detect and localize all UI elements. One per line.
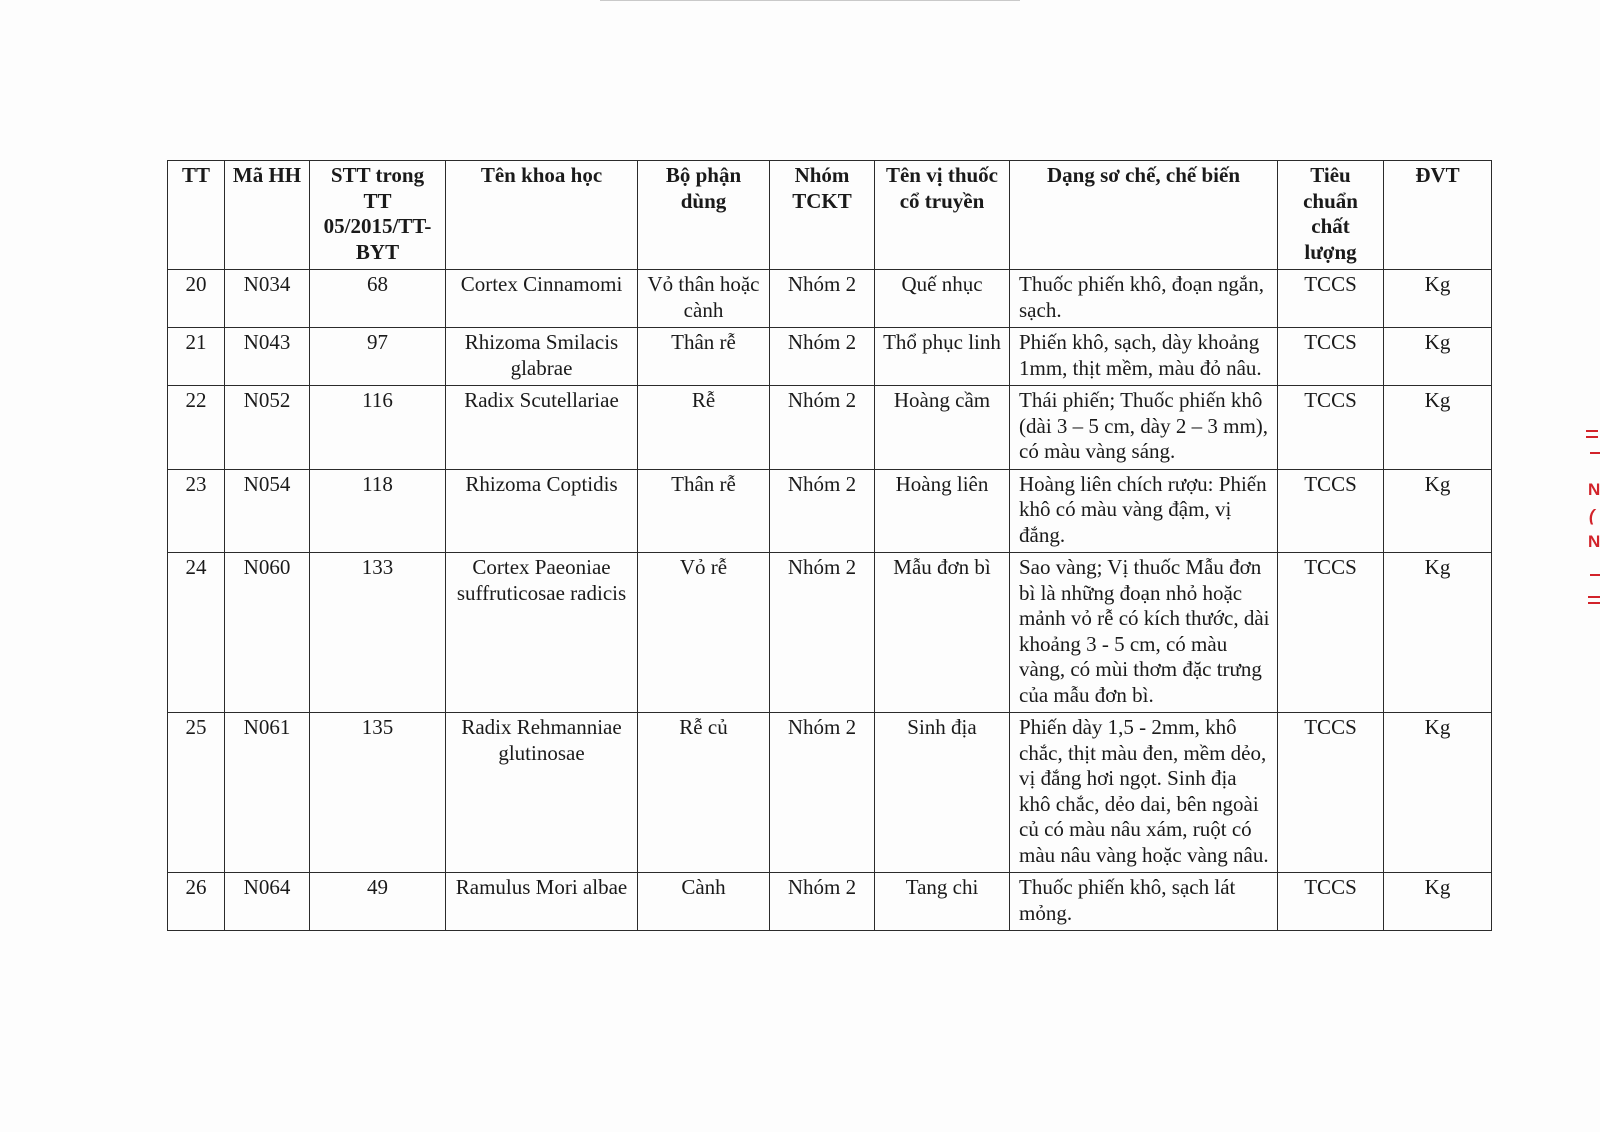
cell-stt: 118 bbox=[310, 469, 446, 553]
header-dvt: ĐVT bbox=[1384, 161, 1492, 270]
cell-tieu-chuan: TCCS bbox=[1278, 553, 1384, 713]
cell-ten-khoa-hoc: Ramulus Mori albae bbox=[446, 873, 638, 931]
cell-nhom: Nhóm 2 bbox=[770, 469, 875, 553]
cell-tt: 23 bbox=[168, 469, 225, 553]
cell-ma-hh: N060 bbox=[225, 553, 310, 713]
stamp-stroke bbox=[1590, 452, 1600, 454]
header-ten-vi-thuoc: Tên vị thuốc cổ truyền bbox=[875, 161, 1010, 270]
cell-bo-phan: Thân rễ bbox=[638, 328, 770, 386]
stamp-letter: N bbox=[1588, 480, 1600, 499]
header-stt-trong-tt: STT trong TT 05/2015/TT-BYT bbox=[310, 161, 446, 270]
table-row bbox=[168, 328, 1492, 386]
cell-ten-khoa-hoc: Radix Rehmanniae glutinosae bbox=[446, 713, 638, 873]
cell-ten-vi-thuoc: Tang chi bbox=[875, 873, 1010, 931]
stamp-stroke bbox=[1586, 436, 1598, 438]
cell-ma-hh: N052 bbox=[225, 386, 310, 470]
header-dang-so-che: Dạng sơ chế, chế biến bbox=[1010, 161, 1278, 270]
table-body bbox=[168, 270, 1492, 931]
cell-bo-phan: Vỏ thân hoặc cành bbox=[638, 270, 770, 328]
cell-ma-hh: N064 bbox=[225, 873, 310, 931]
cell-ten-vi-thuoc: Mẫu đơn bì bbox=[875, 553, 1010, 713]
cell-dvt: Kg bbox=[1384, 873, 1492, 931]
header-tt: TT bbox=[168, 161, 225, 270]
table-row bbox=[168, 873, 1492, 931]
cell-tt: 24 bbox=[168, 553, 225, 713]
cell-nhom: Nhóm 2 bbox=[770, 328, 875, 386]
stamp-stroke bbox=[1590, 574, 1600, 576]
cell-stt: 116 bbox=[310, 386, 446, 470]
cell-stt: 97 bbox=[310, 328, 446, 386]
scan-edge-line bbox=[600, 0, 1020, 1]
table-row bbox=[168, 713, 1492, 873]
cell-ten-vi-thuoc: Quế nhục bbox=[875, 270, 1010, 328]
stamp-letter: ( bbox=[1589, 506, 1595, 525]
cell-tt: 22 bbox=[168, 386, 225, 470]
table-row bbox=[168, 469, 1492, 553]
cell-nhom: Nhóm 2 bbox=[770, 386, 875, 470]
cell-ten-khoa-hoc: Cortex Paeoniae suffruticosae radicis bbox=[446, 553, 638, 713]
cell-dang-so-che: Sao vàng; Vị thuốc Mẫu đơn bì là những đoạn nhỏ hoặc mảnh vỏ rễ có kích thước, dài khoảng 3 - 5 cm, có màu vàng, có mùi thơm đặc trưng của mẫu đơn bì. bbox=[1010, 553, 1278, 713]
cell-dvt: Kg bbox=[1384, 386, 1492, 470]
cell-dang-so-che: Phiến dày 1,5 - 2mm, khô chắc, thịt màu đen, mềm dẻo, vị đắng hơi ngọt. Sinh địa khô chắc, dẻo dai, bên ngoài củ có màu nâu xám, ruột có màu nâu vàng hoặc vàng nâu. bbox=[1010, 713, 1278, 873]
cell-tieu-chuan: TCCS bbox=[1278, 270, 1384, 328]
cell-ten-khoa-hoc: Rhizoma Coptidis bbox=[446, 469, 638, 553]
cell-nhom: Nhóm 2 bbox=[770, 713, 875, 873]
header-tieu-chuan: Tiêu chuẩn chất lượng bbox=[1278, 161, 1384, 270]
header-ten-khoa-hoc: Tên khoa học bbox=[446, 161, 638, 270]
cell-nhom: Nhóm 2 bbox=[770, 873, 875, 931]
header-bo-phan-dung: Bộ phận dùng bbox=[638, 161, 770, 270]
cell-dang-so-che: Hoàng liên chích rượu: Phiến khô có màu vàng đậm, vị đắng. bbox=[1010, 469, 1278, 553]
cell-stt: 49 bbox=[310, 873, 446, 931]
stamp-stroke bbox=[1588, 602, 1600, 604]
cell-bo-phan: Rễ củ bbox=[638, 713, 770, 873]
cell-dang-so-che: Thuốc phiến khô, sạch lát mỏng. bbox=[1010, 873, 1278, 931]
cell-dang-so-che: Phiến khô, sạch, dày khoảng 1mm, thịt mềm, màu đỏ nâu. bbox=[1010, 328, 1278, 386]
cell-dang-so-che: Thái phiến; Thuốc phiến khô (dài 3 – 5 cm, dày 2 – 3 mm), có màu vàng sáng. bbox=[1010, 386, 1278, 470]
cell-dvt: Kg bbox=[1384, 270, 1492, 328]
cell-nhom: Nhóm 2 bbox=[770, 270, 875, 328]
cell-ten-khoa-hoc: Radix Scutellariae bbox=[446, 386, 638, 470]
cell-bo-phan: Vỏ rễ bbox=[638, 553, 770, 713]
cell-tieu-chuan: TCCS bbox=[1278, 386, 1384, 470]
cell-ten-vi-thuoc: Thổ phục linh bbox=[875, 328, 1010, 386]
cell-ma-hh: N061 bbox=[225, 713, 310, 873]
table-row bbox=[168, 553, 1492, 713]
cell-ma-hh: N034 bbox=[225, 270, 310, 328]
cell-bo-phan: Thân rễ bbox=[638, 469, 770, 553]
cell-tt: 25 bbox=[168, 713, 225, 873]
cell-dvt: Kg bbox=[1384, 713, 1492, 873]
cell-tt: 26 bbox=[168, 873, 225, 931]
cell-dvt: Kg bbox=[1384, 469, 1492, 553]
header-ma-hh: Mã HH bbox=[225, 161, 310, 270]
cell-stt: 133 bbox=[310, 553, 446, 713]
cell-ten-vi-thuoc: Sinh địa bbox=[875, 713, 1010, 873]
stamp-letter: N bbox=[1588, 532, 1600, 551]
cell-dang-so-che: Thuốc phiến khô, đoạn ngắn, sạch. bbox=[1010, 270, 1278, 328]
cell-bo-phan: Cành bbox=[638, 873, 770, 931]
table-header-row bbox=[168, 161, 1492, 270]
cell-dvt: Kg bbox=[1384, 553, 1492, 713]
cell-bo-phan: Rễ bbox=[638, 386, 770, 470]
cell-tieu-chuan: TCCS bbox=[1278, 469, 1384, 553]
cell-ten-khoa-hoc: Cortex Cinnamomi bbox=[446, 270, 638, 328]
cell-tieu-chuan: TCCS bbox=[1278, 713, 1384, 873]
cell-ten-vi-thuoc: Hoàng cầm bbox=[875, 386, 1010, 470]
cell-stt: 135 bbox=[310, 713, 446, 873]
cell-ma-hh: N043 bbox=[225, 328, 310, 386]
table-row bbox=[168, 270, 1492, 328]
cell-dvt: Kg bbox=[1384, 328, 1492, 386]
cell-ten-vi-thuoc: Hoàng liên bbox=[875, 469, 1010, 553]
cell-tieu-chuan: TCCS bbox=[1278, 328, 1384, 386]
cell-ten-khoa-hoc: Rhizoma Smilacis glabrae bbox=[446, 328, 638, 386]
cell-tt: 21 bbox=[168, 328, 225, 386]
stamp-stroke bbox=[1588, 596, 1600, 598]
cell-nhom: Nhóm 2 bbox=[770, 553, 875, 713]
cell-tt: 20 bbox=[168, 270, 225, 328]
herbal-materials-table bbox=[167, 160, 1492, 931]
cell-tieu-chuan: TCCS bbox=[1278, 873, 1384, 931]
header-nhom-tckt: Nhóm TCKT bbox=[770, 161, 875, 270]
cell-stt: 68 bbox=[310, 270, 446, 328]
cell-ma-hh: N054 bbox=[225, 469, 310, 553]
table-row bbox=[168, 386, 1492, 470]
stamp-stroke bbox=[1586, 430, 1598, 432]
